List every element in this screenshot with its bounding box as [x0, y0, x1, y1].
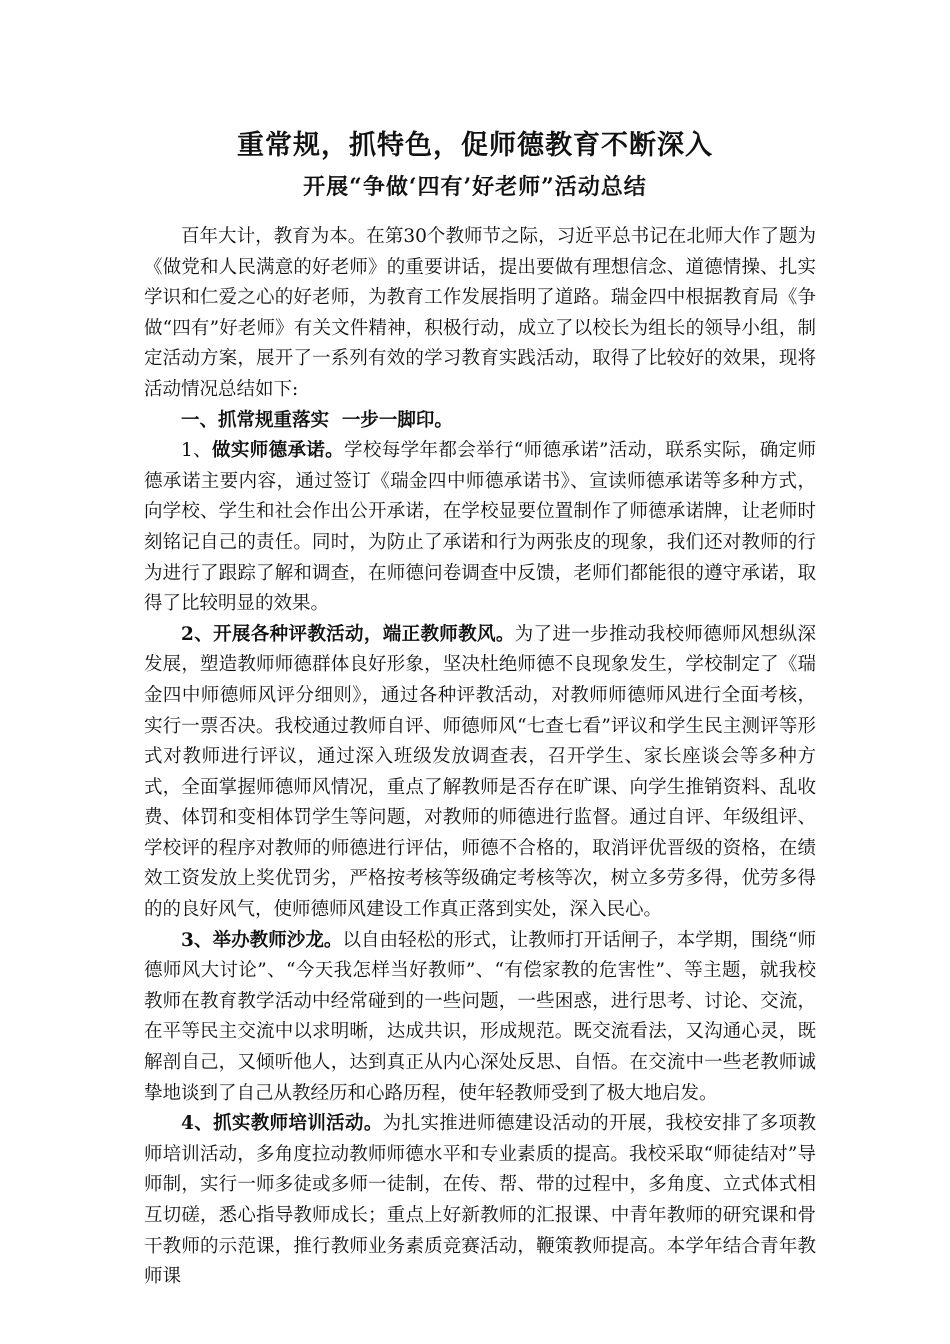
- item-text: 以自由轻松的形式，让教师打开话闸子，本学期，围绕“师德师风大讨论”、“今天我怎样当好教师”、“有偿家教的危害性”、等主题，就我校教师在教育教学活动中经常碰到的一些问题，一些困惑，进行思考、讨论、交流，在平等民主交流中以求明晰，达成共识，形成规范。既交流看法，又沟通心灵，既解剖自己，又倾听他人，达到真正从内心深处反思、自悟。在交流中一些老教师诚挚地谈到了自己从教经历和心路历程，使年轻教师受到了极大地启发。: [144, 929, 816, 1104]
- item-paragraph: [144, 436, 816, 620]
- document-title: 重常规，抓特色，促师德教育不断深入: [237, 130, 713, 161]
- item-paragraph: [144, 1109, 816, 1293]
- item-text: 为扎实推进师德建设活动的开展，我校安排了多项教师培训活动，多角度拉动教师师德水平和专业素质的提高。我校采取“师徒结对”导师制，实行一师多徒或多师一徒制，在传、帮、带的过程中，多角度、立式体式相互切磋，悉心指导教师成长；重点上好新教师的汇报课、中青年教师的研究课和骨干教师的示范课，推行教师业务素质竞赛活动，鞭策教师提高。本学年结合青年教师课: [144, 1113, 816, 1288]
- item-number: 3、: [181, 929, 213, 951]
- document-body: [144, 222, 816, 1293]
- item-paragraph: [144, 620, 816, 926]
- intro-paragraph: 百年大计，教育为本。在第30个教师节之际，习近平总书记在北师大作了题为《做党和人民满意的好老师》的重要讲话，提出要做有理想信念、道德情操、扎实学识和仁爱之心的好老师，为教育工作发展指明了道路。瑞金四中根据教育局《争做“四有”好老师》有关文件精神，积极行动，成立了以校长为组长的领导小组，制定活动方案，展开了一系列有效的学习教育实践活动，取得了比较好的效果，现将活动情况总结如下:: [144, 226, 816, 400]
- item-heading: 开展各种评教活动，端正教师教风。: [213, 623, 515, 645]
- item-number: 4、: [181, 1113, 214, 1135]
- item-paragraph: [144, 926, 816, 1110]
- item-text: 学校每学年都会举行“师德承诺”活动，联系实际，确定师德承诺主要内容，通过签订《瑞金四中师德承诺书》、宣读师德承诺等多种方式，向学校、学生和社会作出公开承诺，在学校显要位置制作了师德承诺牌，让老师时刻铭记自己的责任。同时，为防止了承诺和行为两张皮的现象，我们还对教师的行为进行了跟踪了解和调查，在师德问卷调查中反馈，老师们都能很的遵守承诺，取得了比较明显的效果。: [144, 440, 816, 615]
- item-heading: 做实师德承诺。: [212, 440, 345, 462]
- section-heading: 一、抓常规重落实 一步一脚印。: [181, 409, 453, 431]
- document-subtitle: 开展“争做‘四有’好老师”活动总结: [303, 174, 647, 200]
- item-text: 为了进一步推动我校师德师风想纵深发展，塑造教师师德群体良好形象，坚决杜绝师德不良现象发生，学校制定了《瑞金四中师德师风评分细则》，通过各种评教活动，对教师师德师风进行全面考核，实行一票否决。我校通过教师自评、师德师风“七查七看”评议和学生民主测评等形式对教师进行评议，通过深入班级发放调查表，召开学生、家长座谈会等多种方式，全面掌握师德师风情况，重点了解教师是否存在旷课、向学生推销资料、乱收费、体罚和变相体罚学生等问题，对教师的师德进行监督。通过自评、年级组评、学校评的程序对教师的师德进行评估，师德不合格的，取消评优晋级的资格，在绩效工资发放上奖优罚劣，严格按考核等级确定考核等次，树立多劳多得，优劳多得的的良好风气，使师德师风建设工作真正落到实处，深入民心。: [144, 623, 816, 921]
- item-number: 1、: [181, 440, 212, 462]
- item-heading: 抓实教师培训活动。: [213, 1113, 383, 1135]
- item-number: 2、: [181, 623, 214, 645]
- item-heading: 举办教师沙龙。: [212, 929, 343, 951]
